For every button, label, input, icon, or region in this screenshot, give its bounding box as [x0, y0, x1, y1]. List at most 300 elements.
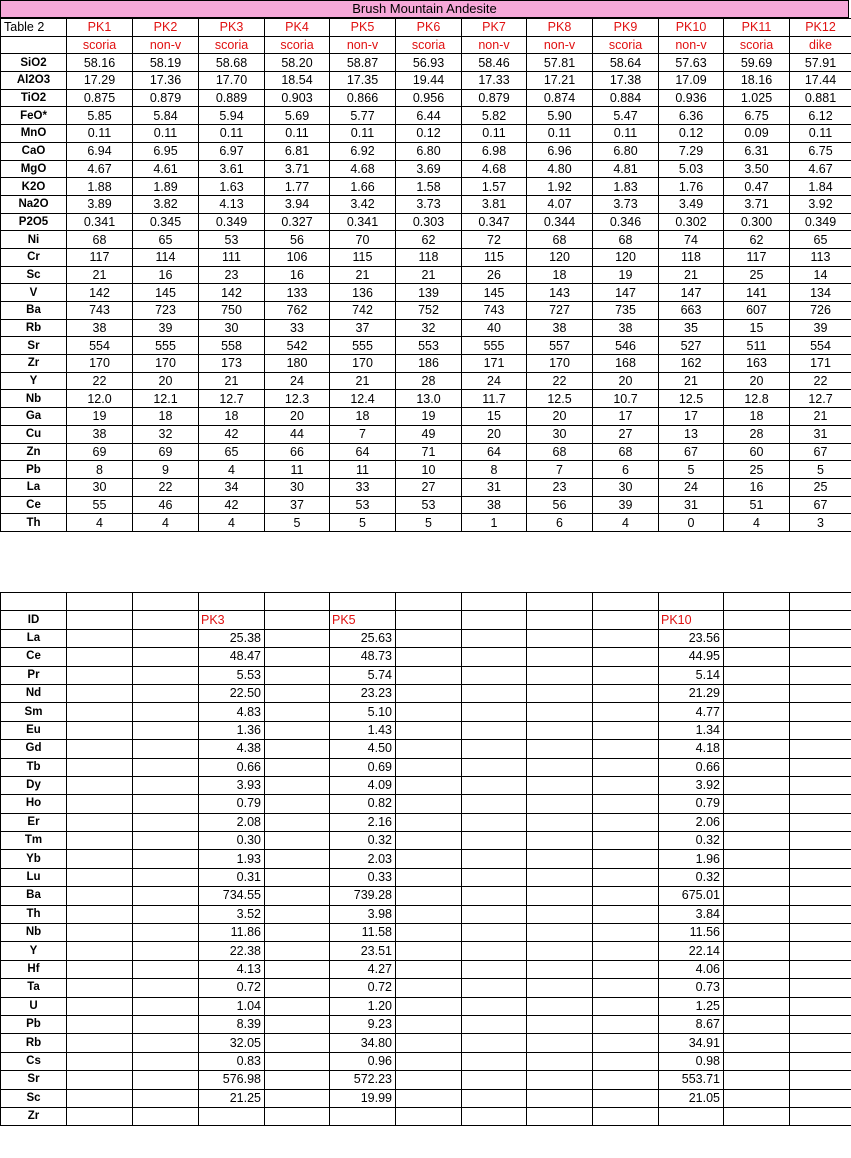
value-cell[interactable]: 115 — [462, 248, 527, 266]
value-cell[interactable]: 168 — [593, 355, 659, 373]
value-cell[interactable]: 1.96 — [659, 850, 724, 868]
value-cell[interactable]: 1.83 — [593, 178, 659, 196]
value-cell[interactable]: 34 — [199, 478, 265, 496]
value-cell[interactable]: 26 — [462, 266, 527, 284]
row-label-cell[interactable]: FeO* — [1, 107, 67, 125]
empty-cell[interactable] — [265, 684, 330, 702]
sample-header-cell[interactable]: PK9 — [593, 19, 659, 37]
empty-cell[interactable] — [67, 1071, 133, 1089]
empty-cell[interactable] — [396, 924, 462, 942]
row-label-cell[interactable]: Dy — [1, 776, 67, 794]
empty-cell[interactable] — [265, 593, 330, 611]
value-cell[interactable]: 64 — [330, 443, 396, 461]
value-cell[interactable]: 120 — [593, 248, 659, 266]
value-cell[interactable]: 3.89 — [67, 195, 133, 213]
empty-cell[interactable] — [790, 1107, 851, 1125]
empty-cell[interactable] — [527, 850, 593, 868]
sample-header-cell[interactable]: PK10 — [659, 19, 724, 37]
sample-header-cell[interactable]: PK8 — [527, 19, 593, 37]
value-cell[interactable]: 118 — [659, 248, 724, 266]
value-cell[interactable]: 48.47 — [199, 648, 265, 666]
value-cell[interactable]: 9.23 — [330, 1015, 396, 1033]
value-cell[interactable]: 65 — [133, 231, 199, 249]
empty-cell[interactable] — [593, 1071, 659, 1089]
value-cell[interactable]: 0.82 — [330, 795, 396, 813]
row-label-cell[interactable]: Nb — [1, 924, 67, 942]
empty-cell[interactable] — [67, 979, 133, 997]
empty-cell[interactable] — [790, 776, 851, 794]
value-cell[interactable]: 34.91 — [659, 1034, 724, 1052]
value-cell[interactable]: 2.03 — [330, 850, 396, 868]
value-cell[interactable]: 558 — [199, 337, 265, 355]
value-cell[interactable]: 546 — [593, 337, 659, 355]
value-cell[interactable]: 19 — [396, 408, 462, 426]
value-cell[interactable]: 6 — [527, 514, 593, 532]
row-label-cell[interactable]: Gd — [1, 740, 67, 758]
empty-cell[interactable] — [265, 611, 330, 629]
value-cell[interactable]: 0.32 — [330, 832, 396, 850]
value-cell[interactable]: 56 — [527, 496, 593, 514]
value-cell[interactable]: 4.06 — [659, 960, 724, 978]
empty-cell[interactable] — [724, 924, 790, 942]
value-cell[interactable]: 25 — [724, 461, 790, 479]
empty-cell[interactable] — [724, 1015, 790, 1033]
value-cell[interactable]: 9 — [133, 461, 199, 479]
value-cell[interactable]: 68 — [593, 443, 659, 461]
sample-type-cell[interactable]: non-v — [462, 36, 527, 54]
value-cell[interactable]: 74 — [659, 231, 724, 249]
value-cell[interactable]: 17.70 — [199, 72, 265, 90]
empty-cell[interactable] — [133, 960, 199, 978]
empty-cell[interactable] — [330, 593, 396, 611]
empty-cell[interactable] — [790, 795, 851, 813]
value-cell[interactable]: 23.56 — [659, 629, 724, 647]
value-cell[interactable]: 62 — [724, 231, 790, 249]
empty-cell[interactable] — [462, 868, 527, 886]
sample-type-cell[interactable]: scoria — [593, 36, 659, 54]
sample-type-cell[interactable]: scoria — [67, 36, 133, 54]
value-cell[interactable]: 0.341 — [67, 213, 133, 231]
value-cell[interactable]: 0.875 — [67, 89, 133, 107]
value-cell[interactable]: 35 — [659, 319, 724, 337]
empty-cell[interactable] — [462, 1034, 527, 1052]
value-cell[interactable]: 58.16 — [67, 54, 133, 72]
value-cell[interactable]: 15 — [724, 319, 790, 337]
empty-cell[interactable] — [133, 1089, 199, 1107]
row-label-cell[interactable]: Yb — [1, 850, 67, 868]
sample-type-cell[interactable]: scoria — [265, 36, 330, 54]
value-cell[interactable]: 20 — [133, 372, 199, 390]
row-label-cell[interactable]: Sm — [1, 703, 67, 721]
empty-cell[interactable] — [67, 1089, 133, 1107]
value-cell[interactable]: 16 — [265, 266, 330, 284]
value-cell[interactable]: 542 — [265, 337, 330, 355]
value-cell[interactable]: 28 — [396, 372, 462, 390]
value-cell[interactable]: 3.84 — [659, 905, 724, 923]
empty-cell[interactable] — [724, 979, 790, 997]
empty-cell[interactable] — [462, 832, 527, 850]
value-cell[interactable] — [330, 1107, 396, 1125]
empty-cell[interactable] — [593, 997, 659, 1015]
row-label-cell[interactable]: Ce — [1, 648, 67, 666]
empty-cell[interactable] — [1, 36, 67, 54]
value-cell[interactable]: 6.95 — [133, 142, 199, 160]
value-cell[interactable]: 11.7 — [462, 390, 527, 408]
value-cell[interactable]: 12.7 — [790, 390, 851, 408]
value-cell[interactable]: 0.344 — [527, 213, 593, 231]
empty-cell[interactable] — [396, 758, 462, 776]
empty-cell[interactable] — [67, 611, 133, 629]
empty-cell[interactable] — [396, 813, 462, 831]
value-cell[interactable]: 31 — [790, 425, 851, 443]
value-cell[interactable]: 0.345 — [133, 213, 199, 231]
sample-type-cell[interactable]: scoria — [396, 36, 462, 54]
value-cell[interactable]: 6.80 — [396, 142, 462, 160]
empty-cell[interactable] — [67, 942, 133, 960]
row-label-cell[interactable]: Er — [1, 813, 67, 831]
value-cell[interactable]: 170 — [133, 355, 199, 373]
ree-sample-header-cell[interactable]: PK10 — [659, 611, 724, 629]
value-cell[interactable]: 12.0 — [67, 390, 133, 408]
value-cell[interactable]: 27 — [593, 425, 659, 443]
empty-cell[interactable] — [527, 776, 593, 794]
value-cell[interactable]: 0.889 — [199, 89, 265, 107]
value-cell[interactable]: 56 — [265, 231, 330, 249]
empty-cell[interactable] — [133, 997, 199, 1015]
row-label-cell[interactable]: TiO2 — [1, 89, 67, 107]
empty-cell[interactable] — [724, 905, 790, 923]
empty-cell[interactable] — [265, 629, 330, 647]
empty-cell[interactable] — [133, 813, 199, 831]
value-cell[interactable]: 23.23 — [330, 684, 396, 702]
value-cell[interactable]: 5.84 — [133, 107, 199, 125]
value-cell[interactable]: 145 — [133, 284, 199, 302]
value-cell[interactable]: 4.38 — [199, 740, 265, 758]
row-label-cell[interactable]: La — [1, 478, 67, 496]
value-cell[interactable]: 21 — [790, 408, 851, 426]
empty-cell[interactable] — [265, 795, 330, 813]
value-cell[interactable]: 18 — [199, 408, 265, 426]
value-cell[interactable]: 1.84 — [790, 178, 851, 196]
value-cell[interactable]: 11.58 — [330, 924, 396, 942]
empty-cell[interactable] — [724, 813, 790, 831]
value-cell[interactable]: 4.67 — [790, 160, 851, 178]
value-cell[interactable]: 67 — [790, 443, 851, 461]
empty-cell[interactable] — [593, 776, 659, 794]
empty-cell[interactable] — [790, 1015, 851, 1033]
value-cell[interactable]: 12.1 — [133, 390, 199, 408]
empty-cell[interactable] — [527, 593, 593, 611]
value-cell[interactable]: 68 — [527, 443, 593, 461]
value-cell[interactable]: 18 — [133, 408, 199, 426]
value-cell[interactable]: 0.341 — [330, 213, 396, 231]
empty-cell[interactable] — [790, 758, 851, 776]
value-cell[interactable]: 0.72 — [199, 979, 265, 997]
value-cell[interactable]: 25.63 — [330, 629, 396, 647]
sample-type-cell[interactable]: dike — [790, 36, 851, 54]
row-label-cell[interactable]: P2O5 — [1, 213, 67, 231]
value-cell[interactable]: 0.302 — [659, 213, 724, 231]
value-cell[interactable]: 22.38 — [199, 942, 265, 960]
value-cell[interactable]: 20 — [462, 425, 527, 443]
empty-cell[interactable] — [724, 740, 790, 758]
value-cell[interactable]: 17.36 — [133, 72, 199, 90]
empty-cell[interactable] — [396, 795, 462, 813]
row-label-cell[interactable]: MnO — [1, 125, 67, 143]
value-cell[interactable]: 11.86 — [199, 924, 265, 942]
value-cell[interactable]: 4 — [199, 461, 265, 479]
empty-cell[interactable] — [527, 795, 593, 813]
value-cell[interactable]: 4.81 — [593, 160, 659, 178]
value-cell[interactable]: 31 — [659, 496, 724, 514]
empty-cell[interactable] — [593, 684, 659, 702]
value-cell[interactable]: 25 — [724, 266, 790, 284]
empty-cell[interactable] — [462, 593, 527, 611]
value-cell[interactable]: 58.87 — [330, 54, 396, 72]
value-cell[interactable]: 24 — [462, 372, 527, 390]
value-cell[interactable]: 21 — [330, 372, 396, 390]
empty-cell[interactable] — [527, 960, 593, 978]
empty-cell[interactable] — [133, 887, 199, 905]
empty-cell[interactable] — [593, 795, 659, 813]
row-label-cell[interactable]: Rb — [1, 1034, 67, 1052]
empty-cell[interactable] — [593, 1107, 659, 1125]
value-cell[interactable]: 68 — [67, 231, 133, 249]
value-cell[interactable]: 0.11 — [462, 125, 527, 143]
value-cell[interactable]: 6.44 — [396, 107, 462, 125]
value-cell[interactable]: 37 — [330, 319, 396, 337]
value-cell[interactable]: 8.39 — [199, 1015, 265, 1033]
value-cell[interactable]: 20 — [265, 408, 330, 426]
empty-cell[interactable] — [724, 942, 790, 960]
empty-cell[interactable] — [593, 1052, 659, 1070]
empty-cell[interactable] — [133, 979, 199, 997]
empty-cell[interactable] — [67, 776, 133, 794]
empty-cell[interactable] — [527, 813, 593, 831]
value-cell[interactable]: 4 — [133, 514, 199, 532]
value-cell[interactable]: 723 — [133, 302, 199, 320]
value-cell[interactable]: 33 — [265, 319, 330, 337]
empty-cell[interactable] — [527, 979, 593, 997]
value-cell[interactable]: 23 — [199, 266, 265, 284]
empty-cell[interactable] — [527, 648, 593, 666]
value-cell[interactable]: 1.025 — [724, 89, 790, 107]
empty-cell[interactable] — [396, 868, 462, 886]
value-cell[interactable]: 186 — [396, 355, 462, 373]
value-cell[interactable]: 4.13 — [199, 960, 265, 978]
value-cell[interactable]: 0.30 — [199, 832, 265, 850]
value-cell[interactable]: 21 — [396, 266, 462, 284]
value-cell[interactable]: 19 — [593, 266, 659, 284]
row-label-cell[interactable]: Ni — [1, 231, 67, 249]
empty-cell[interactable] — [396, 721, 462, 739]
row-label-cell[interactable]: K2O — [1, 178, 67, 196]
value-cell[interactable]: 22.14 — [659, 942, 724, 960]
value-cell[interactable]: 7 — [527, 461, 593, 479]
value-cell[interactable]: 180 — [265, 355, 330, 373]
empty-cell[interactable] — [462, 1071, 527, 1089]
value-cell[interactable]: 0.69 — [330, 758, 396, 776]
empty-cell[interactable] — [724, 758, 790, 776]
value-cell[interactable]: 70 — [330, 231, 396, 249]
empty-cell[interactable] — [659, 593, 724, 611]
empty-cell[interactable] — [724, 832, 790, 850]
value-cell[interactable]: 65 — [790, 231, 851, 249]
row-label-cell[interactable]: Nd — [1, 684, 67, 702]
value-cell[interactable] — [199, 1107, 265, 1125]
value-cell[interactable]: 13 — [659, 425, 724, 443]
row-label-cell[interactable]: Lu — [1, 868, 67, 886]
value-cell[interactable]: 57.63 — [659, 54, 724, 72]
value-cell[interactable]: 21 — [67, 266, 133, 284]
empty-cell[interactable] — [133, 721, 199, 739]
row-label-cell[interactable]: Pr — [1, 666, 67, 684]
empty-cell[interactable] — [527, 942, 593, 960]
value-cell[interactable]: 58.68 — [199, 54, 265, 72]
empty-cell[interactable] — [396, 942, 462, 960]
empty-cell[interactable] — [265, 942, 330, 960]
empty-cell[interactable] — [265, 1089, 330, 1107]
empty-cell[interactable] — [790, 1052, 851, 1070]
value-cell[interactable]: 3.92 — [659, 776, 724, 794]
empty-cell[interactable] — [133, 832, 199, 850]
value-cell[interactable]: 1.25 — [659, 997, 724, 1015]
value-cell[interactable]: 17.29 — [67, 72, 133, 90]
empty-cell[interactable] — [527, 740, 593, 758]
ree-sample-header-cell[interactable]: PK5 — [330, 611, 396, 629]
value-cell[interactable]: 5 — [265, 514, 330, 532]
empty-cell[interactable] — [593, 942, 659, 960]
value-cell[interactable]: 0.881 — [790, 89, 851, 107]
empty-cell[interactable] — [396, 850, 462, 868]
value-cell[interactable]: 20 — [724, 372, 790, 390]
empty-cell[interactable] — [67, 850, 133, 868]
value-cell[interactable]: 1.92 — [527, 178, 593, 196]
value-cell[interactable]: 3.82 — [133, 195, 199, 213]
sample-header-cell[interactable]: PK5 — [330, 19, 396, 37]
value-cell[interactable]: 557 — [527, 337, 593, 355]
value-cell[interactable]: 3.71 — [265, 160, 330, 178]
value-cell[interactable]: 0.72 — [330, 979, 396, 997]
empty-cell[interactable] — [593, 850, 659, 868]
empty-cell[interactable] — [396, 629, 462, 647]
row-label-cell[interactable]: Ta — [1, 979, 67, 997]
empty-cell[interactable] — [790, 611, 851, 629]
row-label-cell[interactable]: Pb — [1, 461, 67, 479]
value-cell[interactable]: 5.90 — [527, 107, 593, 125]
empty-cell[interactable] — [462, 684, 527, 702]
empty-cell[interactable] — [67, 684, 133, 702]
value-cell[interactable]: 3.69 — [396, 160, 462, 178]
value-cell[interactable]: 527 — [659, 337, 724, 355]
value-cell[interactable]: 0.66 — [659, 758, 724, 776]
empty-cell[interactable] — [593, 648, 659, 666]
empty-cell[interactable] — [67, 1052, 133, 1070]
value-cell[interactable]: 147 — [659, 284, 724, 302]
value-cell[interactable]: 141 — [724, 284, 790, 302]
value-cell[interactable]: 25 — [790, 478, 851, 496]
value-cell[interactable]: 69 — [67, 443, 133, 461]
row-label-cell[interactable]: Ba — [1, 887, 67, 905]
value-cell[interactable]: 0.11 — [199, 125, 265, 143]
value-cell[interactable]: 553.71 — [659, 1071, 724, 1089]
empty-cell[interactable] — [265, 1052, 330, 1070]
value-cell[interactable]: 555 — [330, 337, 396, 355]
empty-cell[interactable] — [67, 758, 133, 776]
value-cell[interactable]: 4 — [67, 514, 133, 532]
value-cell[interactable]: 1.04 — [199, 997, 265, 1015]
value-cell[interactable]: 6.31 — [724, 142, 790, 160]
empty-cell[interactable] — [265, 740, 330, 758]
value-cell[interactable]: 750 — [199, 302, 265, 320]
empty-cell[interactable] — [133, 1107, 199, 1125]
empty-cell[interactable] — [724, 1052, 790, 1070]
empty-cell[interactable] — [724, 1034, 790, 1052]
value-cell[interactable]: 0.11 — [790, 125, 851, 143]
value-cell[interactable]: 10 — [396, 461, 462, 479]
empty-cell[interactable] — [593, 666, 659, 684]
value-cell[interactable]: 0.33 — [330, 868, 396, 886]
value-cell[interactable]: 33 — [330, 478, 396, 496]
value-cell[interactable]: 62 — [396, 231, 462, 249]
row-label-cell[interactable]: Eu — [1, 721, 67, 739]
empty-cell[interactable] — [396, 666, 462, 684]
value-cell[interactable]: 142 — [199, 284, 265, 302]
value-cell[interactable]: 19.99 — [330, 1089, 396, 1107]
value-cell[interactable]: 727 — [527, 302, 593, 320]
value-cell[interactable]: 32 — [396, 319, 462, 337]
empty-cell[interactable] — [593, 905, 659, 923]
empty-cell[interactable] — [133, 1034, 199, 1052]
value-cell[interactable]: 19 — [67, 408, 133, 426]
value-cell[interactable]: 113 — [790, 248, 851, 266]
empty-cell[interactable] — [724, 850, 790, 868]
value-cell[interactable]: 46 — [133, 496, 199, 514]
value-cell[interactable]: 30 — [527, 425, 593, 443]
empty-cell[interactable] — [593, 813, 659, 831]
value-cell[interactable]: 2.08 — [199, 813, 265, 831]
value-cell[interactable]: 53 — [396, 496, 462, 514]
value-cell[interactable]: 5.77 — [330, 107, 396, 125]
empty-cell[interactable] — [67, 666, 133, 684]
empty-cell[interactable] — [462, 721, 527, 739]
value-cell[interactable]: 24 — [659, 478, 724, 496]
value-cell[interactable]: 22 — [133, 478, 199, 496]
value-cell[interactable]: 44.95 — [659, 648, 724, 666]
empty-cell[interactable] — [396, 905, 462, 923]
empty-cell[interactable] — [462, 1015, 527, 1033]
empty-cell[interactable] — [265, 703, 330, 721]
value-cell[interactable]: 17.35 — [330, 72, 396, 90]
value-cell[interactable]: 133 — [265, 284, 330, 302]
empty-cell[interactable] — [790, 1089, 851, 1107]
empty-cell[interactable] — [396, 1107, 462, 1125]
empty-cell[interactable] — [265, 776, 330, 794]
value-cell[interactable]: 511 — [724, 337, 790, 355]
empty-cell[interactable] — [462, 850, 527, 868]
empty-cell[interactable] — [265, 887, 330, 905]
value-cell[interactable]: 53 — [330, 496, 396, 514]
value-cell[interactable]: 21.25 — [199, 1089, 265, 1107]
value-cell[interactable]: 6.96 — [527, 142, 593, 160]
empty-cell[interactable] — [133, 593, 199, 611]
row-label-cell[interactable]: Sc — [1, 1089, 67, 1107]
value-cell[interactable]: 0.09 — [724, 125, 790, 143]
empty-cell[interactable] — [527, 924, 593, 942]
value-cell[interactable]: 4.77 — [659, 703, 724, 721]
value-cell[interactable]: 17.44 — [790, 72, 851, 90]
value-cell[interactable]: 37 — [265, 496, 330, 514]
